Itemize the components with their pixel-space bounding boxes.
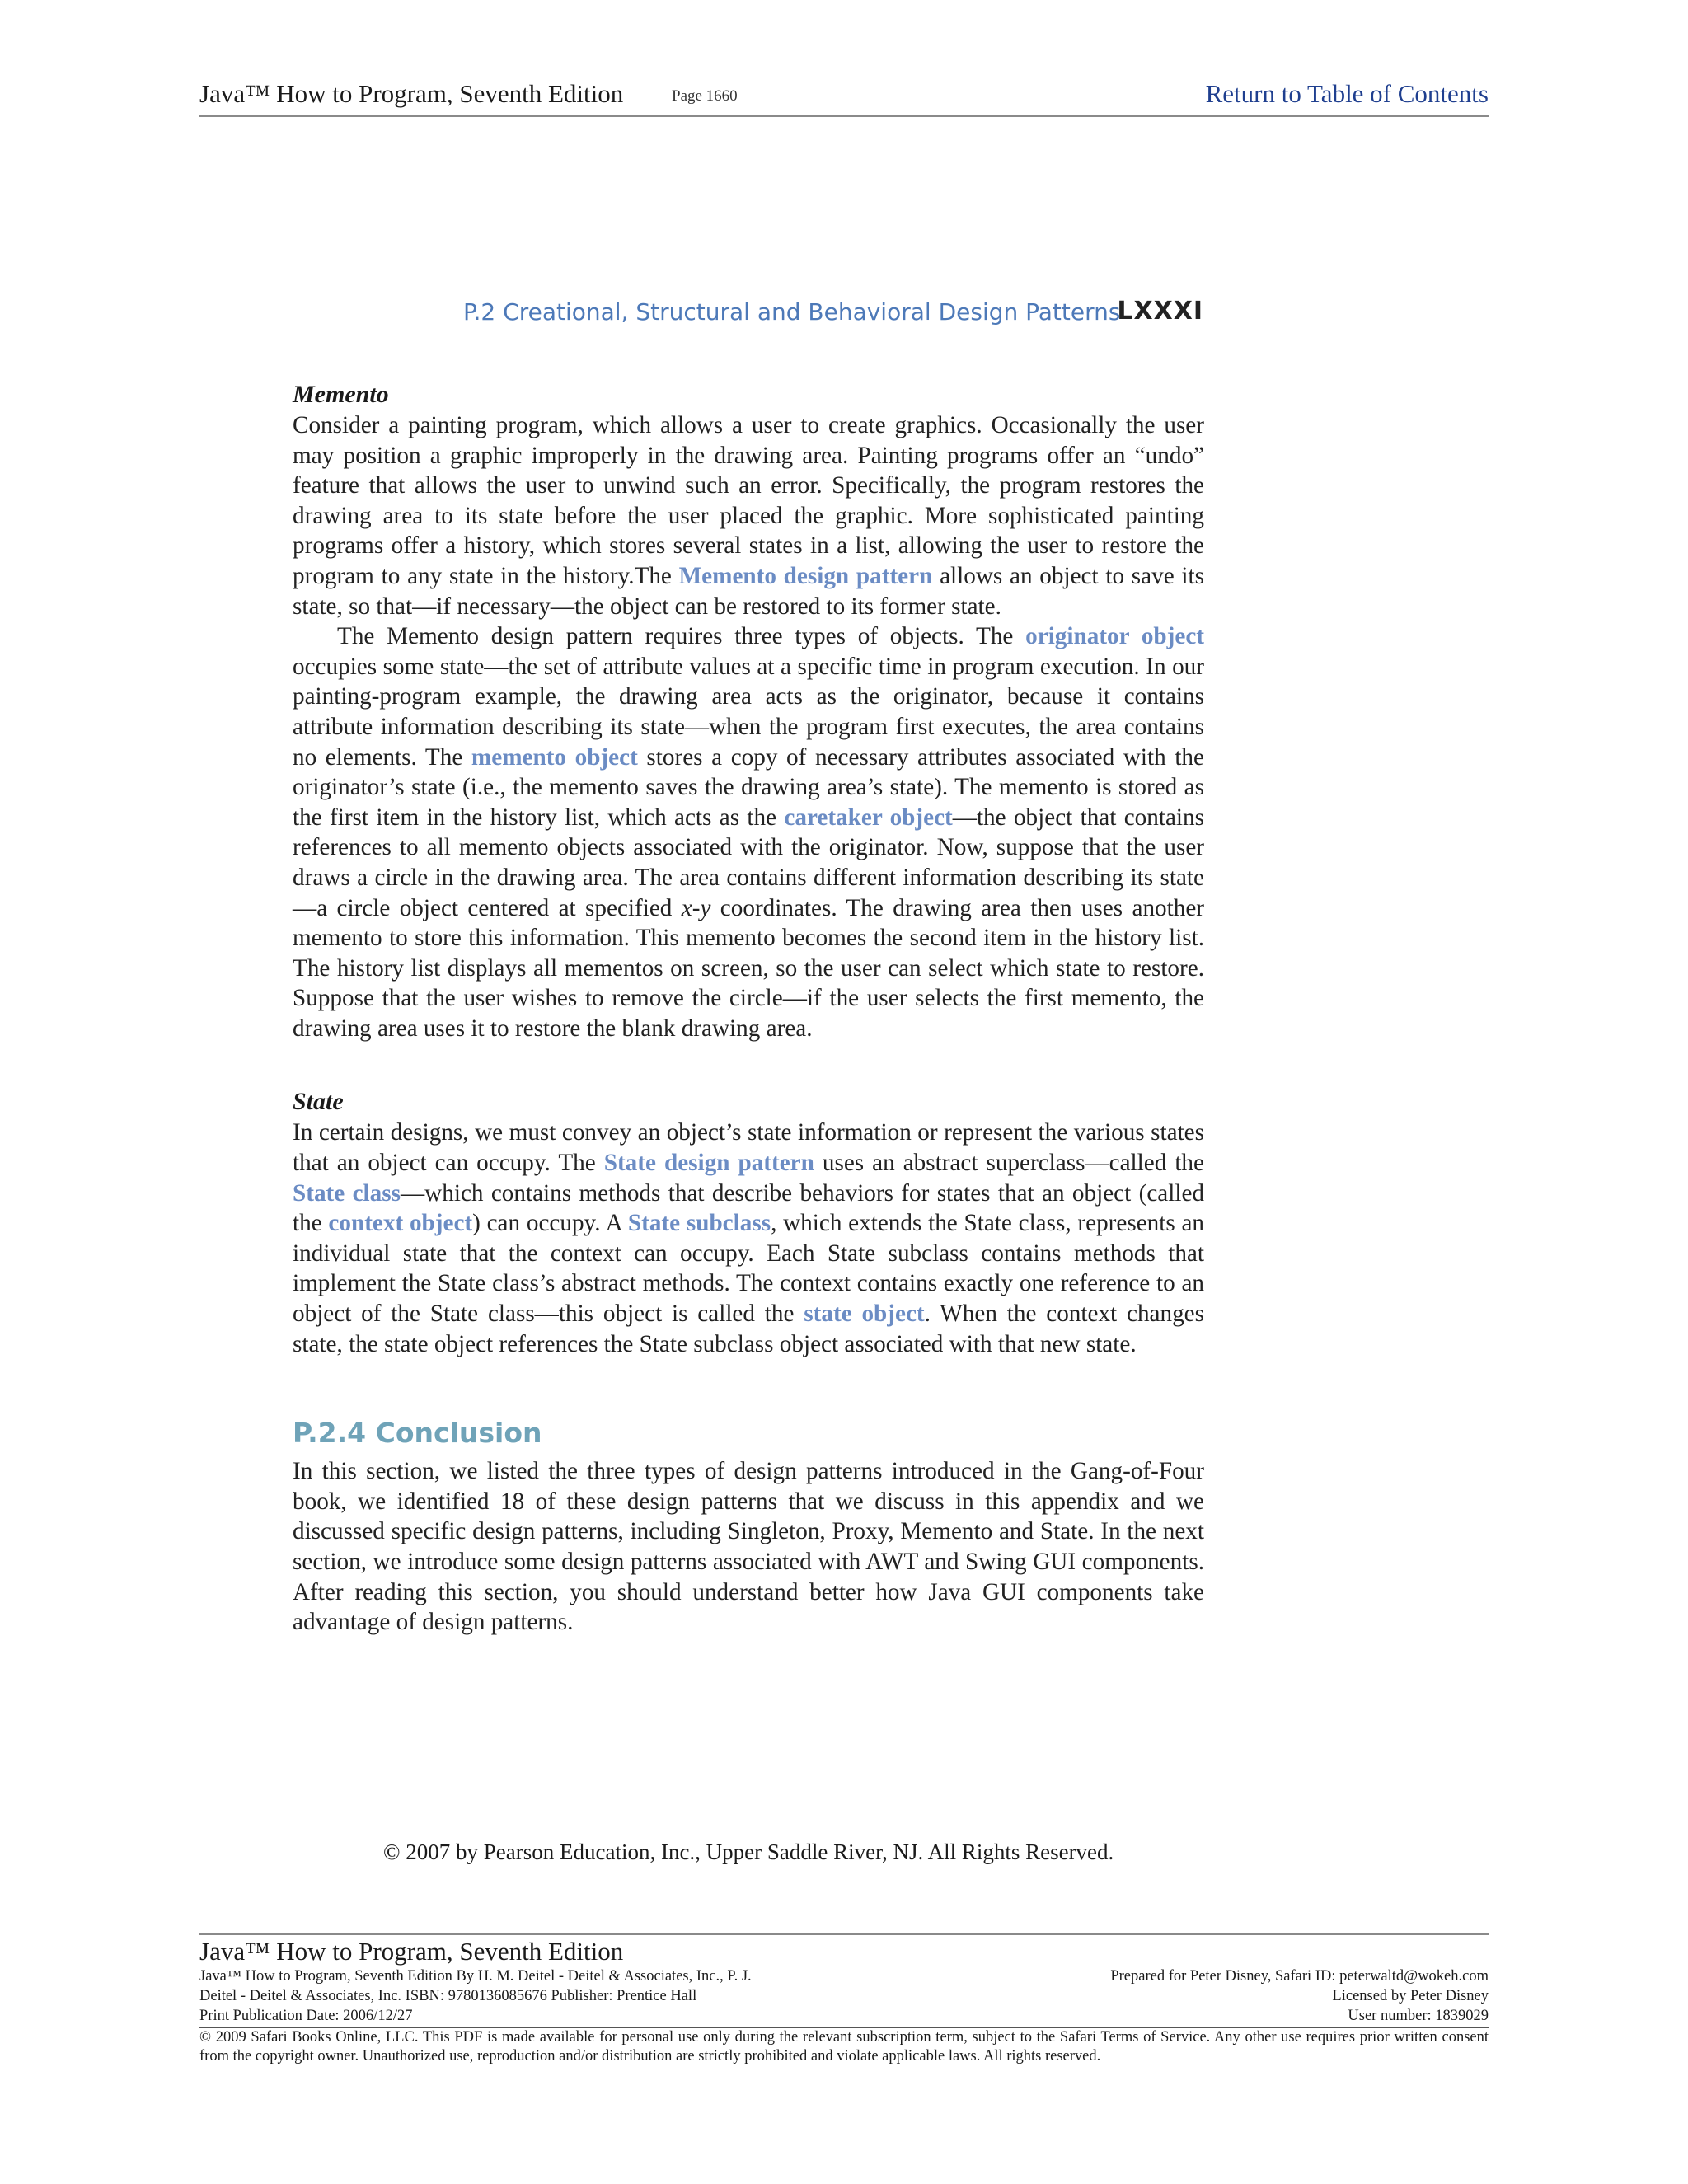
conclusion-paragraph: In this section, we listed the three types of design patterns introduced in the Gang-of-Four book, we identified 18 of these design patterns that we discuss in this appendix and we discussed specific design patterns, including Singleton, Proxy, Memento and State. In the next section, we introduce some design patterns associated with AWT and Swing GUI components. After reading this section, you should understand better how Java GUI components take advantage of design patterns.	[293, 1458, 1204, 1636]
table-of-contents-link[interactable]: Return to Table of Contents	[1205, 79, 1489, 108]
keyword-memento-object: memento object	[471, 743, 638, 771]
running-head	[463, 298, 1203, 331]
footer-licensed-by: Licensed by Peter Disney	[1332, 1988, 1489, 2004]
keyword-state-object: state object	[804, 1301, 925, 1328]
footer-user-number: User number: 1839029	[1348, 2008, 1489, 2024]
footer-isbn: Deitel - Deitel & Associates, Inc. ISBN: 9780136085676 Publisher: Prentice Hall	[199, 1988, 697, 2004]
footer-publication-date: Print Publication Date: 2006/12/27	[199, 2008, 413, 2024]
conclusion-heading: P.2.4 Conclusion	[293, 1417, 542, 1450]
keyword-caretaker-object: caretaker object	[784, 804, 953, 831]
keyword-originator-object: originator object	[1025, 623, 1205, 650]
footer-prepared-for: Prepared for Peter Disney, Safari ID: peterwaltd@wokeh.com	[1110, 1968, 1489, 1985]
footer-authors: Java™ How to Program, Seventh Edition By H. M. Deitel - Deitel & Associates, Inc., P. J.	[199, 1968, 752, 1985]
keyword-state-design-pattern: State design pattern	[603, 1150, 814, 1177]
footer-legal-notice: © 2009 Safari Books Online, LLC. This PDF is made available for personal use only during the relevant subscription term, subject to the Safari Terms of Service. Any other use requires prior written consent from the copyright owner. Unauthorized use, reproduction and/or distribution are strictly prohibited and violate applicable laws. All rights reserved.	[199, 2029, 1489, 2064]
footer-divider	[199, 1933, 1489, 1935]
footer-row	[199, 1986, 1489, 2006]
page-content	[293, 379, 1204, 1638]
memento-paragraph-2: The Memento design pattern requires three types of objects. The originator object occupies some state—the set of attribute values at a specific time in program execution. In our painting-program example, the drawing area acts as the originator, because it contains attribute information describing its state—when the program first executes, the area contains no elements. The memento object stores a copy of necessary attributes associated with the originator’s state (i.e., the memento saves the drawing area’s state). The memento is stored as the first item in the history list, which acts as the caretaker object—the object that contains references to all memento objects associated with the originator. Now, suppose that the user draws a circle in the drawing area. The area contains different information describing its state—a circle object centered at specified x-y coordinates. The drawing area then uses another memento to store this information. This memento becomes the second item in the history list. The history list displays all mementos on screen, so the user can select which state to restore. Suppose that the user wishes to remove the circle—if the user selects the first memento, the drawing area uses it to restore the blank drawing area.	[293, 623, 1205, 1042]
copyright-notice: © 2007 by Pearson Education, Inc., Upper Saddle River, NJ. All Rights Reserved.	[383, 1840, 1114, 1864]
keyword-state-subclass: State subclass	[627, 1210, 771, 1237]
keyword-memento-design-pattern: Memento design pattern	[678, 562, 933, 589]
state-paragraph: In certain designs, we must convey an object’s state information or represent the various states that an object can occupy. The State design pattern uses an abstract superclass—called the State class—which contains methods that describe behaviors for states that an object (called the context object) can occupy. A State subclass, which extends the State class, represents an individual state that the context can occupy. Each State subclass contains methods that implement the State class’s abstract methods. The context contains exactly one reference to an object of the State class—this object is called the state object. When the context changes state, the state object references the State subclass object associated with that new state.	[293, 1119, 1205, 1357]
footer-row	[199, 2006, 1489, 2026]
page-number: Page 1660	[672, 87, 738, 105]
running-head-section: P.2 Creational, Structural and Behavioral Design Patterns	[463, 298, 1121, 326]
page-footer	[199, 1933, 1489, 2066]
state-heading: State	[293, 1088, 344, 1116]
memento-heading: Memento	[293, 381, 389, 408]
memento-paragraph-1: Consider a painting program, which allows a user to create graphics. Occasionally the user may position a graphic improperly in the drawing area. Painting programs offer an “undo” feature that allows the user to unwind such an error. Specifically, the program restores the drawing area to its state before the user placed the graphic. More sophisticated painting programs offer a history, which stores several states in a list, allowing the user to restore the program to any state in the history.The Memento design pattern allows an object to save its state, so that—if necessary—the object can be restored to its former state.	[293, 412, 1204, 620]
keyword-context-object: context object	[328, 1210, 473, 1237]
keyword-state-class: State class	[293, 1179, 401, 1207]
page-folio: LXXXI	[1117, 297, 1203, 326]
footer-row	[199, 1966, 1489, 1986]
book-title: Java™ How to Program, Seventh Edition	[199, 79, 624, 108]
footer-book-title: Java™ How to Program, Seventh Edition	[199, 1937, 624, 1966]
page-header	[199, 77, 1489, 117]
